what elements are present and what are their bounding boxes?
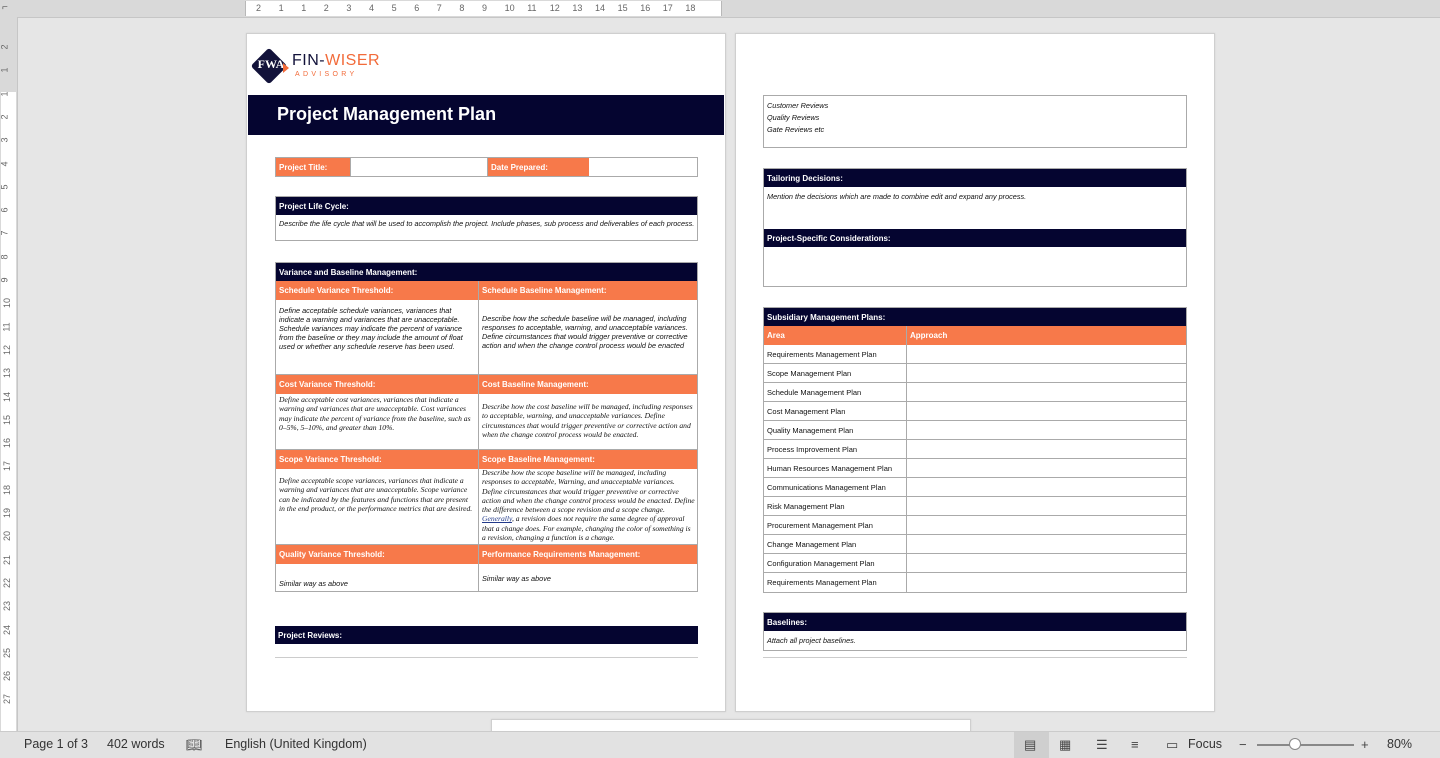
- zoom-out-icon[interactable]: −: [1239, 737, 1247, 752]
- ruler-tick-label: 5: [391, 3, 397, 13]
- ruler-tick-label: 3: [346, 3, 352, 13]
- plan-area-cell: Requirements Management Plan: [767, 350, 877, 359]
- considerations-field[interactable]: [764, 247, 1186, 286]
- plan-area-cell: Communications Management Plan: [767, 483, 886, 492]
- variance-baseline-table: [275, 262, 698, 592]
- document-page-1[interactable]: [246, 33, 726, 712]
- review-item: Quality Reviews: [767, 113, 820, 122]
- outline-view-icon[interactable]: ☰: [1096, 737, 1108, 752]
- ruler-tick-label: 8: [459, 3, 465, 13]
- project-reviews-label: Project Reviews:: [275, 626, 698, 644]
- ruler-tick-label: 2: [0, 114, 10, 120]
- ruler-tick-label: 25: [2, 647, 13, 658]
- ruler-tick-label: 27: [2, 694, 13, 705]
- ruler-tick-label: 17: [662, 3, 673, 13]
- review-item: Gate Reviews etc: [767, 125, 825, 134]
- table-row[interactable]: [764, 345, 1186, 364]
- section-separator: [275, 657, 698, 658]
- proofing-icon[interactable]: 📖︎: [186, 737, 203, 752]
- date-prepared-field[interactable]: [589, 158, 697, 176]
- generally-link[interactable]: Generally: [482, 514, 512, 524]
- scope-baseline-text-a: Describe how the scope baseline will be managed, including responses to acceptable, Warning, and unacceptable variances. Define circumstances that would trigger preventive or corrective action and when the change control process would be enacted. Define the difference between a scope revision and a scope change.: [482, 468, 695, 515]
- ruler-tick-label: 1: [0, 91, 10, 97]
- focus-label[interactable]: Focus: [1188, 737, 1223, 751]
- subsidiary-plans-label: Subsidiary Management Plans:: [764, 308, 1186, 326]
- plan-area-cell: Configuration Management Plan: [767, 559, 875, 568]
- ruler-tick-label: 26: [2, 671, 13, 682]
- ruler-tick-label: 13: [2, 368, 13, 379]
- life-cycle-text[interactable]: Describe the life cycle that will be used to accomplish the project. Include phases, sub process and deliverables of each process.: [279, 219, 695, 228]
- logo-tagline: ADVISORY: [295, 71, 358, 78]
- ruler-tick-label: 1: [278, 3, 284, 13]
- plan-area-cell: Process Improvement Plan: [767, 445, 858, 454]
- reviews-list[interactable]: [767, 100, 1183, 136]
- schedule-variance-text[interactable]: Define acceptable schedule variances, variances that indicate a warning and variances that are unacceptable. Schedule variances may indicate the percent of variance from the baseline or they may include the amount of float used or whether any schedule reserve has been used.: [279, 306, 463, 351]
- draft-view-icon[interactable]: ≡: [1131, 737, 1139, 752]
- company-logo: [251, 50, 381, 90]
- word-count[interactable]: 402 words: [107, 737, 165, 751]
- logo-arrow-icon: [283, 63, 289, 73]
- ruler-tick-label: 3: [0, 137, 10, 143]
- ruler-tick-label: 21: [2, 554, 13, 565]
- ruler-tick-label: 1: [301, 3, 307, 13]
- focus-icon[interactable]: ▭: [1166, 737, 1179, 752]
- zoom-level[interactable]: 80%: [1387, 737, 1413, 751]
- cost-variance-label: Cost Variance Threshold:: [276, 375, 478, 394]
- table-row[interactable]: [764, 383, 1186, 402]
- ruler-tick-label: 10: [504, 3, 515, 13]
- horizontal-ruler[interactable]: [0, 0, 1440, 18]
- life-cycle-label: Project Life Cycle:: [276, 197, 697, 215]
- tailoring-table: [763, 168, 1187, 287]
- review-item: Customer Reviews: [767, 101, 829, 110]
- page-count[interactable]: Page 1 of 3: [24, 737, 88, 751]
- ruler-tick-label: 20: [2, 531, 13, 542]
- print-layout-icon[interactable]: ▤: [1024, 737, 1037, 752]
- plan-area-cell: Scope Management Plan: [767, 369, 852, 378]
- ruler-tick-label: 12: [549, 3, 560, 13]
- tailoring-text[interactable]: Mention the decisions which are made to combine edit and expand any process.: [767, 192, 1027, 201]
- column-header-approach: Approach: [907, 326, 1186, 345]
- ruler-tick-label: 7: [0, 230, 10, 236]
- document-title[interactable]: Project Management Plan: [277, 104, 497, 124]
- schedule-baseline-text[interactable]: Describe how the schedule baseline will be managed, including responses to acceptable, warning, and unacceptable variances. Define circumstances that would trigger preventive or corrective action and when the change control process would be enacted: [482, 314, 688, 350]
- plan-area-cell: Requirements Management Plan: [767, 578, 877, 587]
- ruler-tick-label: 13: [572, 3, 583, 13]
- title-banner: [248, 95, 724, 135]
- performance-requirements-text[interactable]: Similar way as above: [482, 574, 551, 583]
- plan-rows: [764, 345, 1186, 592]
- ruler-tick-label: 19: [2, 507, 13, 519]
- plan-area-cell: Human Resources Management Plan: [767, 464, 893, 473]
- scope-baseline-text-b: , a revision does not require the same degree of approval that a change does. For example, changing the color of something is a revision, changing a function is a change.: [482, 514, 691, 543]
- quality-variance-text[interactable]: Similar way as above: [279, 579, 348, 588]
- logo-initials: FWA: [257, 57, 285, 71]
- ruler-tick-label: 16: [2, 438, 13, 449]
- language[interactable]: English (United Kingdom): [225, 737, 367, 751]
- table-row[interactable]: [764, 478, 1186, 497]
- ruler-tick-label: 9: [482, 3, 488, 13]
- ruler-tick-label: 18: [2, 484, 13, 495]
- baselines-table: [763, 612, 1187, 651]
- subsidiary-plans-table: [763, 307, 1187, 593]
- ruler-tick-label: 12: [2, 344, 13, 355]
- ruler-tick-label: 17: [2, 461, 13, 472]
- quality-variance-label: Quality Variance Threshold:: [276, 545, 478, 564]
- ruler-tick-label: 2: [0, 44, 10, 50]
- ruler-tick-label: 6: [0, 207, 10, 213]
- row-divider: [276, 544, 697, 545]
- table-row[interactable]: [764, 440, 1186, 459]
- date-prepared-label: Date Prepared:: [488, 158, 589, 176]
- vertical-ruler[interactable]: [0, 17, 18, 731]
- ruler-tick-label: 11: [527, 3, 537, 13]
- logo-brand: [292, 52, 380, 70]
- ruler-tick-label: 7: [436, 3, 442, 13]
- column-divider: [906, 326, 907, 592]
- scope-baseline-label: Scope Baseline Management:: [479, 450, 697, 469]
- table-row[interactable]: [764, 554, 1186, 573]
- project-title-label: Project Title:: [276, 158, 350, 176]
- table-row[interactable]: [764, 402, 1186, 421]
- ruler-tick-label: 5: [0, 184, 10, 190]
- ruler-tick-label: 18: [685, 3, 696, 13]
- zoom-slider[interactable]: [1257, 744, 1354, 746]
- ruler-tick-label: 15: [617, 3, 628, 13]
- ruler-tick-label: 23: [2, 601, 13, 612]
- life-cycle-table: [275, 196, 698, 241]
- table-row[interactable]: [764, 516, 1186, 535]
- scope-baseline-text[interactable]: [482, 468, 695, 542]
- project-title-table: [275, 157, 698, 177]
- table-row[interactable]: [764, 497, 1186, 516]
- plan-area-cell: Cost Management Plan: [767, 407, 846, 416]
- ruler-tick-label: 4: [369, 3, 375, 13]
- ruler-tick-label: 14: [2, 391, 13, 402]
- document-page-2[interactable]: [735, 33, 1215, 712]
- table-row[interactable]: [764, 459, 1186, 478]
- zoom-slider-thumb[interactable]: [1289, 738, 1301, 750]
- baselines-text[interactable]: Attach all project baselines.: [767, 636, 856, 645]
- logo-brand-left: FIN-: [292, 52, 326, 69]
- tailoring-label: Tailoring Decisions:: [764, 169, 1186, 187]
- table-row[interactable]: [764, 573, 1186, 592]
- ruler-tick-label: 9: [0, 277, 10, 283]
- row-divider: [276, 449, 697, 450]
- reviews-list-box: [763, 95, 1187, 148]
- cost-variance-text[interactable]: Define acceptable cost variances, variances that indicate a warning and variances that are unacceptable. Cost variances may indicate the percent of variance from the baseline, such as 0–5%, 5–10%, and greater than 10%.: [279, 395, 471, 432]
- plan-area-cell: Quality Management Plan: [767, 426, 854, 435]
- ruler-tick-label: 24: [2, 624, 13, 635]
- table-row[interactable]: [764, 421, 1186, 440]
- plan-area-cell: Change Management Plan: [767, 540, 857, 549]
- table-row[interactable]: [764, 535, 1186, 554]
- row-divider: [276, 374, 697, 375]
- baselines-label: Baselines:: [764, 613, 1186, 631]
- ruler-tick-label: 6: [414, 3, 420, 13]
- logo-brand-right: WISER: [325, 52, 381, 69]
- table-row[interactable]: [764, 364, 1186, 383]
- status-bar: [0, 731, 1440, 758]
- ruler-tick-label: 15: [2, 414, 13, 425]
- ruler-tick-label: 10: [2, 298, 13, 309]
- project-title-field[interactable]: [351, 158, 487, 176]
- ruler-tick-label: 2: [323, 3, 329, 13]
- ruler-tick-label: 11: [1, 321, 12, 332]
- schedule-variance-label: Schedule Variance Threshold:: [276, 281, 478, 300]
- tab-selector-icon[interactable]: ⌐: [2, 2, 8, 13]
- cost-baseline-label: Cost Baseline Management:: [479, 375, 697, 394]
- ruler-tick-label: 14: [595, 3, 606, 13]
- scope-variance-label: Scope Variance Threshold:: [276, 450, 478, 469]
- ruler-tick-label: 16: [640, 3, 651, 13]
- plan-area-cell: Risk Management Plan: [767, 502, 845, 511]
- column-header-area: Area: [764, 326, 906, 345]
- considerations-label: Project-Specific Considerations:: [764, 229, 1186, 247]
- ruler-tick-label: 8: [0, 254, 10, 260]
- ruler-tick-label: 22: [2, 577, 13, 588]
- cost-baseline-text[interactable]: Describe how the cost baseline will be managed, including responses to acceptable, warning, and unacceptable variances. Define circumstances that would trigger preventive or corrective action and when the change control process would be enacted.: [482, 402, 693, 439]
- plan-area-cell: Procurement Management Plan: [767, 521, 873, 530]
- ruler-tick-label: 2: [256, 3, 262, 13]
- zoom-in-icon[interactable]: +: [1361, 737, 1369, 752]
- schedule-baseline-label: Schedule Baseline Management:: [479, 281, 697, 300]
- performance-requirements-label: Performance Requirements Management:: [479, 545, 697, 564]
- section-separator: [763, 657, 1187, 658]
- plan-area-cell: Schedule Management Plan: [767, 388, 862, 397]
- ruler-tick-label: 1: [0, 67, 10, 73]
- web-layout-icon[interactable]: ▦: [1059, 737, 1072, 752]
- variance-baseline-label: Variance and Baseline Management:: [276, 263, 697, 281]
- scope-variance-text[interactable]: Define acceptable scope variances, variances that indicate a warning and variances that are unacceptable. Scope variance can be indicated by the features and functions that are present in the end product, or the performance metrics that are desired.: [279, 476, 473, 513]
- ruler-tick-label: 4: [0, 160, 10, 167]
